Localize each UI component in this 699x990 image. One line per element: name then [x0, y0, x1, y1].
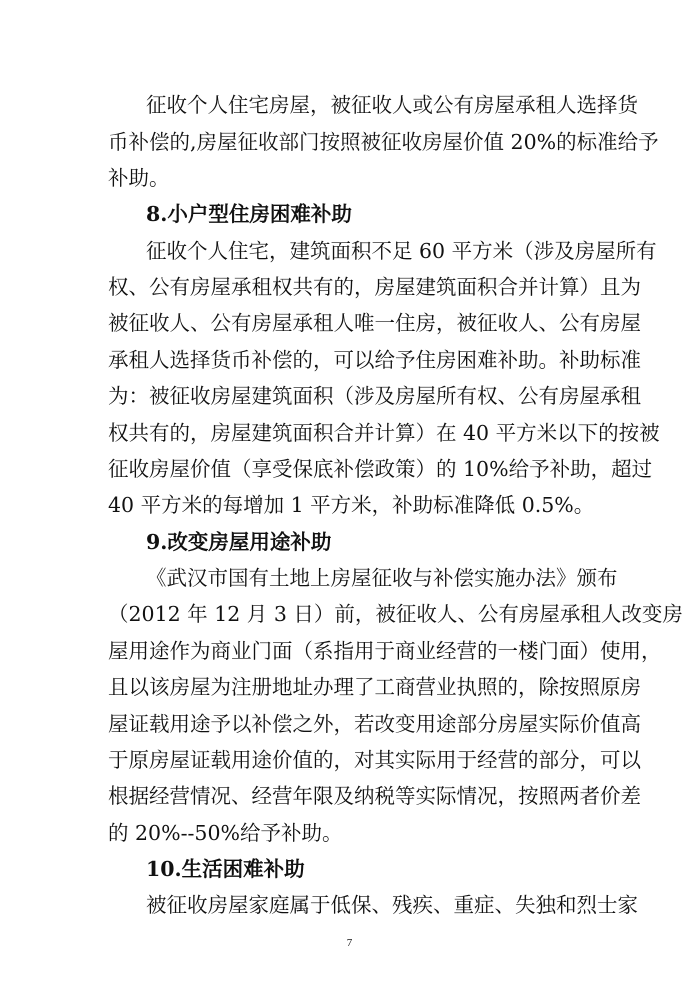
body-text-line: 的 20%--50%给予补助。 [108, 821, 343, 845]
body-text-line: 40 平方米的每增加 1 平方米，补助标准降低 0.5%。 [108, 493, 595, 517]
body-text-line: 于原房屋证载用途价值的，对其实际用于经营的部分，可以 [108, 748, 641, 772]
body-text-line: 根据经营情况、经营年限及纳税等实际情况，按照两者价差 [108, 784, 641, 808]
body-text-line: 征收个人住宅房屋，被征收人或公有房屋承租人选择货 [146, 93, 638, 117]
body-text-line: 补助。 [108, 166, 170, 190]
section-heading: 8.小户型住房困难补助 [146, 202, 352, 226]
body-text-line: 征收房屋价值（享受保底补偿政策）的 10%给予补助，超过 [108, 457, 653, 481]
body-text-line: 为：被征收房屋建筑面积（涉及房屋所有权、公有房屋承租 [108, 384, 641, 408]
body-text-line: 屋用途作为商业门面（系指用于商业经营的一楼门面）使用， [108, 639, 662, 663]
body-text-line: 征收个人住宅，建筑面积不足 60 平方米（涉及房屋所有 [146, 239, 657, 263]
section-heading: 10.生活困难补助 [146, 857, 305, 881]
body-text-line: 屋证载用途予以补偿之外，若改变用途部分房屋实际价值高 [108, 712, 641, 736]
body-text-line: 币补偿的,房屋征收部门按照被征收房屋价值 20%的标准给予 [108, 130, 659, 154]
body-text-line: 权共有的，房屋建筑面积合并计算）在 40 平方米以下的按被 [108, 421, 660, 445]
body-text-line: 被征收房屋家庭属于低保、残疾、重症、失独和烈士家 [146, 893, 638, 917]
body-text-line: 权、公有房屋承租权共有的，房屋建筑面积合并计算）且为 [108, 275, 641, 299]
body-text-line: （2012 年 12 月 3 日）前，被征收人、公有房屋承租人改变房 [108, 602, 683, 626]
body-text-line: 被征收人、公有房屋承租人唯一住房，被征收人、公有房屋 [108, 311, 641, 335]
body-text-line: 《武汉市国有土地上房屋征收与补偿实施办法》颁布 [146, 566, 618, 590]
section-heading: 9.改变房屋用途补助 [146, 530, 332, 554]
body-text-line: 且以该房屋为注册地址办理了工商营业执照的，除按照原房 [108, 675, 641, 699]
page-number: 7 [346, 937, 353, 949]
body-text-line: 承租人选择货币补偿的，可以给予住房困难补助。补助标准 [108, 348, 641, 372]
